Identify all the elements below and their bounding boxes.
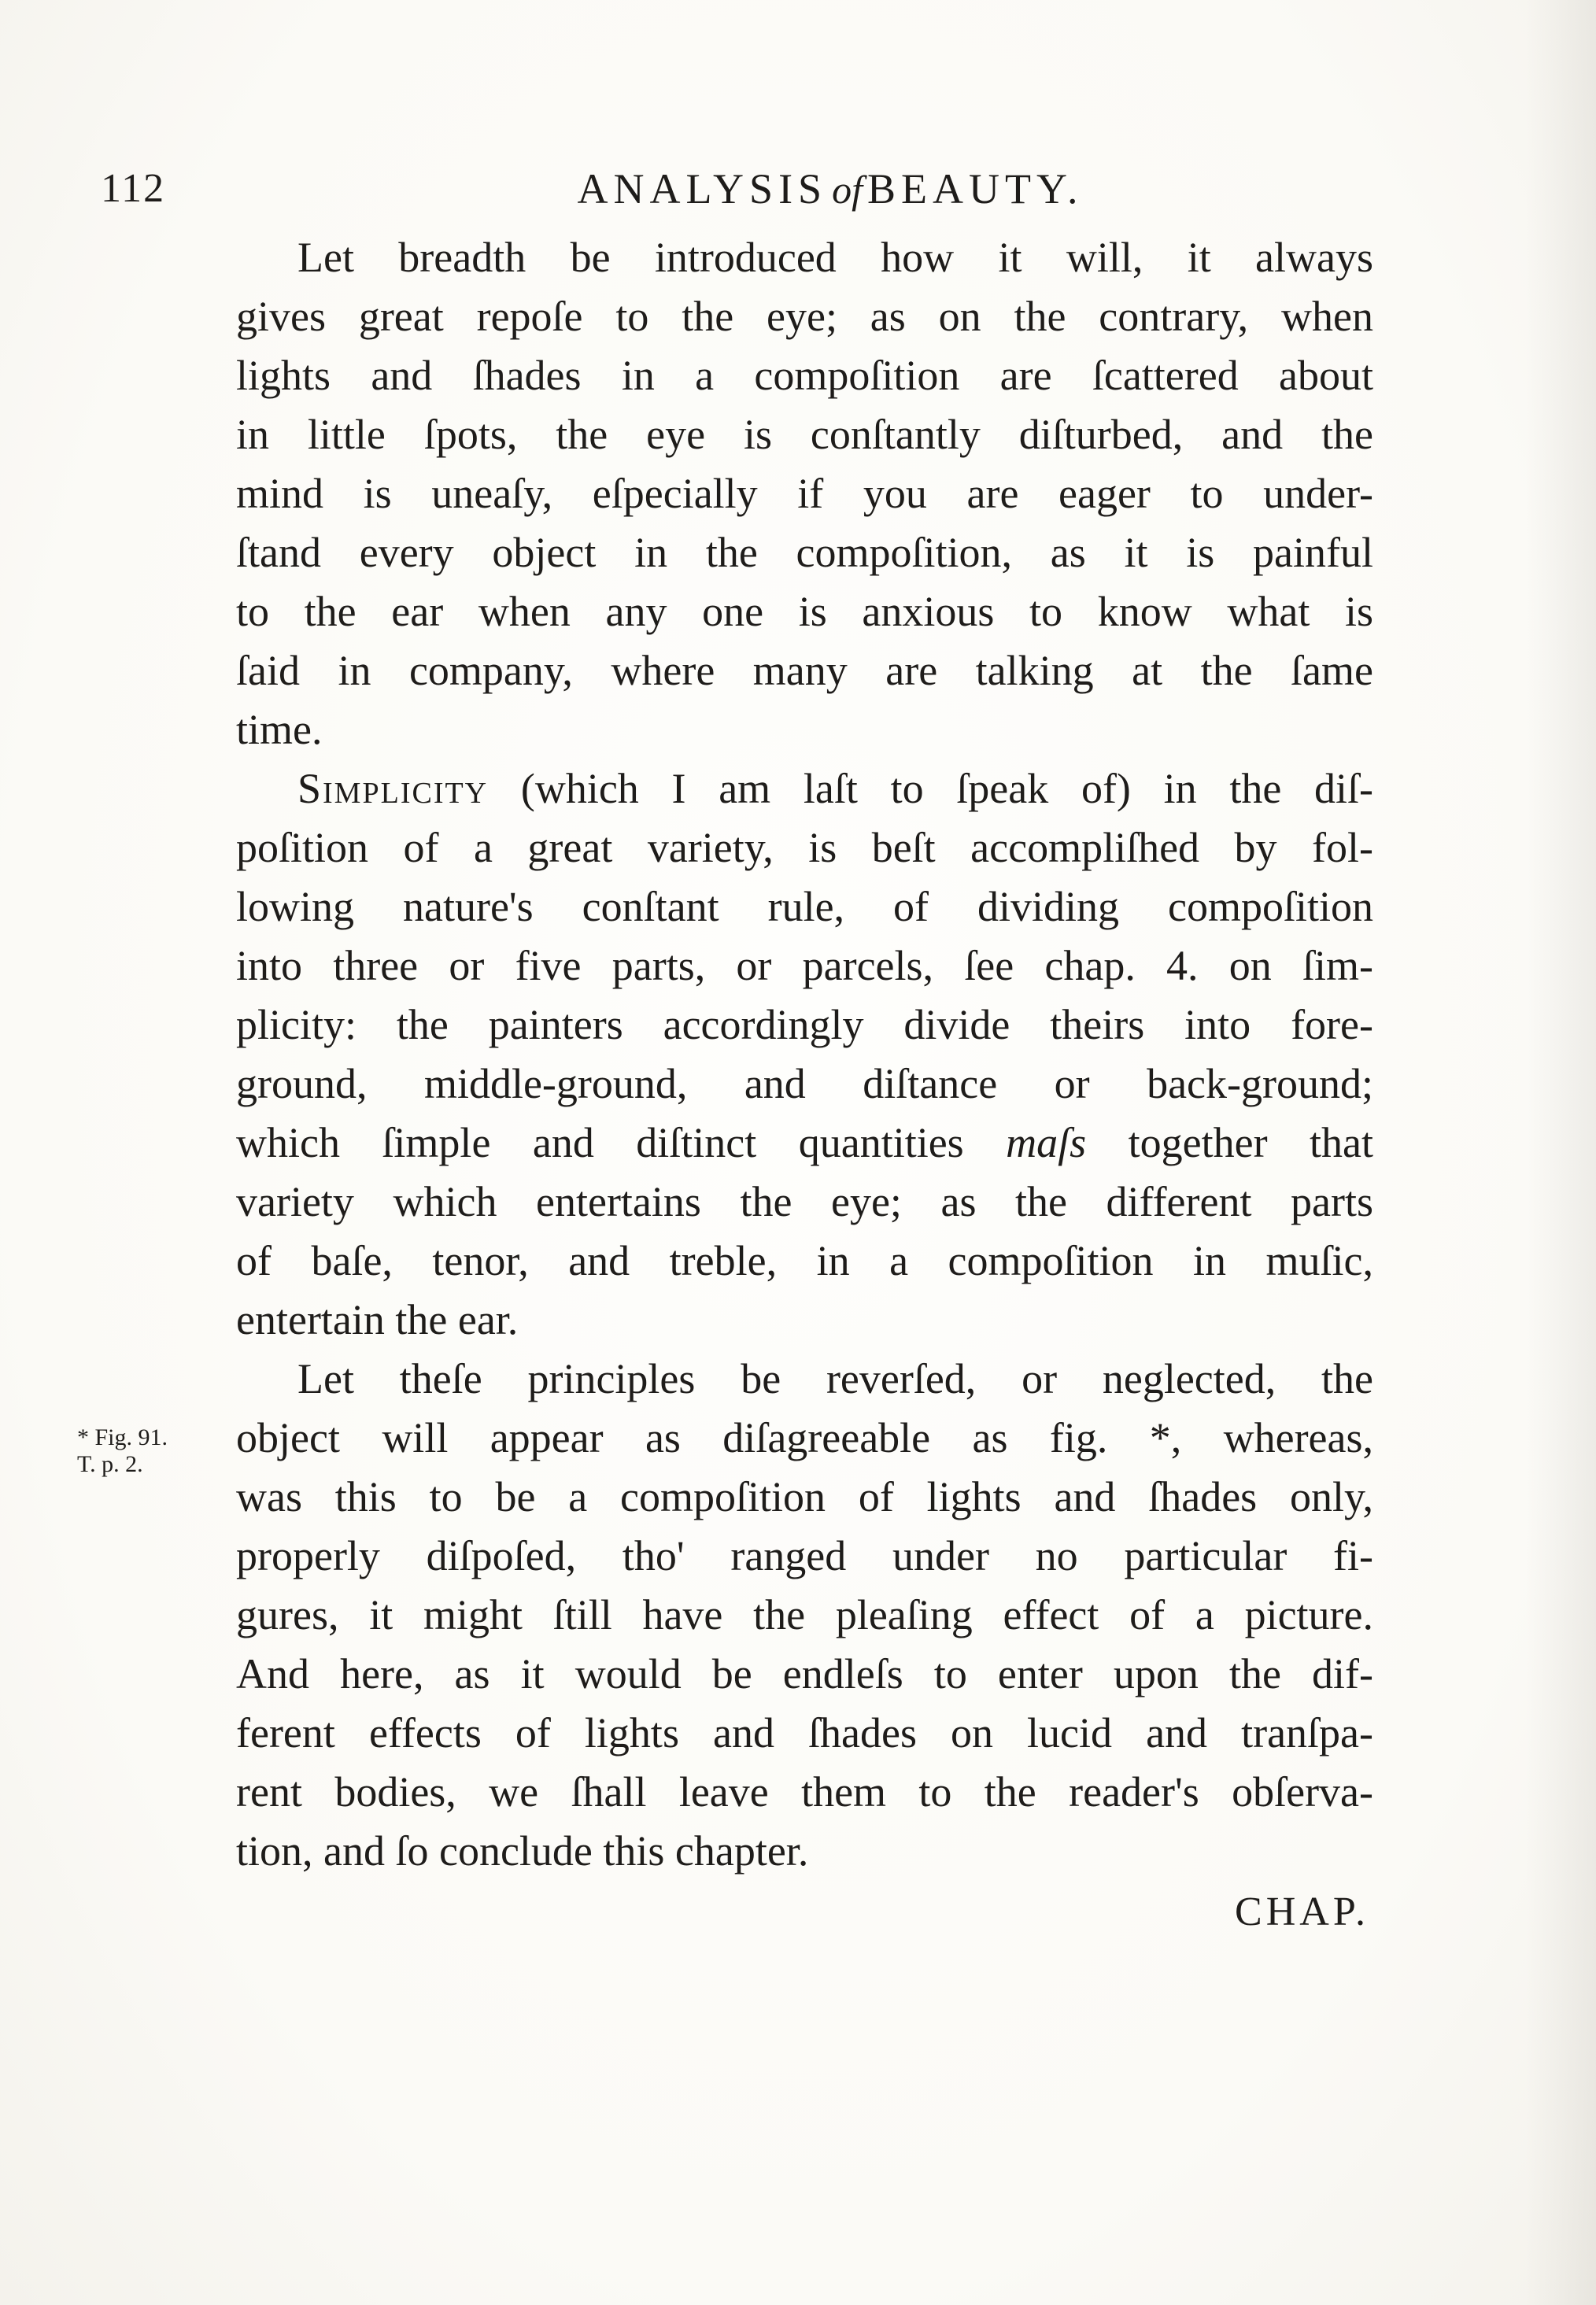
text-fragment: which ſimple and diſtinct quantities (236, 1119, 964, 1166)
text-line: poſition of a great variety, is beſt accompliſhed by fol- (236, 824, 1373, 871)
text-line (236, 1114, 1373, 1173)
text-line: plicity: the painters accordingly divide theirs into fore- (236, 1001, 1373, 1048)
text-line: lights and ſhades in a compoſition are ſcattered about (236, 352, 1373, 399)
running-head-part2: BEAUTY. (867, 165, 1084, 212)
margin-note-line: T. p. 2. (77, 1451, 143, 1477)
text-line: into three or five parts, or parcels, ſee chap. 4. on ſim- (236, 942, 1373, 989)
text-line: mind is uneaſy, eſpecially if you are eager to under- (236, 470, 1373, 517)
page-header (0, 161, 1596, 216)
text-line: properly diſpoſed, tho' ranged under no particular fi- (236, 1532, 1373, 1579)
page-number: 112 (101, 166, 166, 211)
text-line: tion, and ſo conclude this chapter. (236, 1827, 809, 1875)
text-line: object will appear as diſagreeable as fig. *, whereas, (236, 1414, 1373, 1461)
text-line: of baſe, tenor, and treble, in a compoſition in muſic, (236, 1237, 1373, 1284)
text-line: rent bodies, we ſhall leave them to the reader's obſerva- (236, 1768, 1373, 1816)
running-head-of: of (832, 168, 863, 212)
running-head-part1: ANALYSIS (577, 165, 828, 212)
text-line: And here, as it would be endleſs to enter upon the dif- (236, 1650, 1373, 1697)
page-edge-shadow (1525, 0, 1596, 2305)
text-line: Let theſe principles be reverſed, or neglected, the (297, 1355, 1373, 1402)
text-line: ſaid in company, where many are talking at the ſame (236, 647, 1373, 694)
text-line: to the ear when any one is anxious to know what is (236, 588, 1373, 635)
margin-note-line: * Fig. 91. (77, 1424, 168, 1450)
text-line: gives great repoſe to the eye; as on the contrary, when (236, 293, 1373, 340)
text-line: in little ſpots, the eye is conſtantly diſturbed, and the (236, 411, 1373, 458)
text-line: ferent effects of lights and ſhades on lucid and tranſpa- (236, 1709, 1373, 1756)
text-line: time. (236, 706, 323, 753)
text-line: ground, middle-ground, and diſtance or back-ground; (236, 1060, 1373, 1107)
italic-word: maſs (1006, 1119, 1087, 1166)
text-line: entertain the ear. (236, 1296, 519, 1343)
text-fragment: together that (1128, 1119, 1374, 1166)
margin-note (77, 1424, 211, 1478)
text-line (236, 759, 1373, 818)
body-text (236, 228, 1373, 1881)
text-line: lowing nature's conſtant rule, of dividing compoſition (236, 883, 1373, 930)
text-line: gures, it might ſtill have the pleaſing effect of a picture. (236, 1591, 1373, 1638)
text-line: variety which entertains the eye; as the different parts (236, 1178, 1373, 1225)
text-fragment: (which I am laſt to ſpeak of) in the diſ- (520, 765, 1374, 812)
running-head (441, 161, 1220, 217)
text-line: Let breadth be introduced how it will, it always (297, 234, 1373, 281)
lead-word: Simplicity (297, 765, 489, 812)
text-line: ſtand every object in the compoſition, as it is painful (236, 529, 1373, 576)
text-line: was this to be a compoſition of lights and ſhades only, (236, 1473, 1373, 1520)
catchword: CHAP. (1235, 1889, 1369, 1934)
